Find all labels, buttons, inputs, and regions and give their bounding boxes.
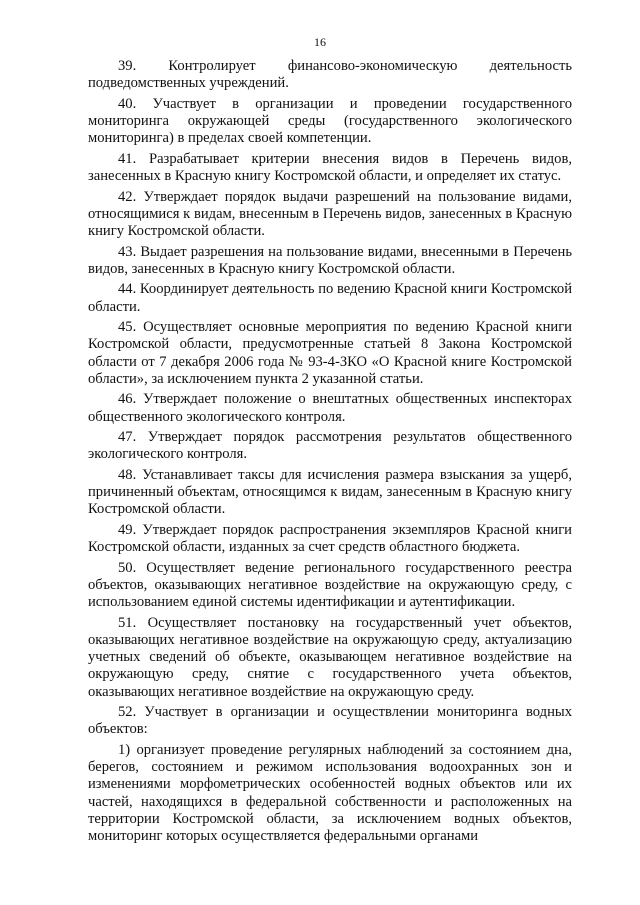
paragraph-item-48: 48. Устанавливает таксы для исчисления размера взыскания за ущерб, причиненный объектам, относящимся к видам, занесенным в Красную книгу Костромской области. — [88, 466, 572, 518]
page-number: 16 — [314, 35, 326, 49]
paragraph-item-45: 45. Осуществляет основные мероприятия по ведению Красной книги Костромской области, предусмотренные статьей 8 Закона Костромской области от 7 декабря 2006 года № 93-4-ЗКО «О Красной книге Костромской области», за исключением пункта 2 указанной статьи. — [88, 319, 572, 387]
paragraph-item-51: 51. Осуществляет постановку на государственный учет объектов, оказывающих негативное воздействие на окружающую среду, актуализацию учетных сведений об объекте, оказывающем негативное воздействие на окружающую среду, снятие с государственного учета объектов, оказывающих негативное воздействие на окружающую среду. — [88, 614, 572, 700]
paragraph-item-52: 52. Участвует в организации и осуществлении мониторинга водных объектов: — [88, 704, 572, 738]
document-text-body — [88, 58, 572, 849]
paragraph-item-44: 44. Координирует деятельность по ведению Красной книги Костромской области. — [88, 281, 573, 315]
paragraph-item-46: 46. Утверждает положение о внештатных общественных инспекторах общественного экологического контроля. — [88, 391, 572, 425]
paragraph-item-41: 41. Разрабатывает критерии внесения видов в Перечень видов, занесенных в Красную книгу Костромской области, и определяет их статус. — [88, 150, 572, 184]
paragraph-item-47: 47. Утверждает порядок рассмотрения результатов общественного экологического контроля. — [88, 429, 572, 463]
paragraph-item-49: 49. Утверждает порядок распространения экземпляров Красной книги Костромской области, изданных за счет средств областного бюджета. — [88, 521, 572, 556]
paragraph-item-42: 42. Утверждает порядок выдачи разрешений на пользование видами, относящимися к видам, внесенным в Перечень видов, занесенных в Красную книгу Костромской области. — [88, 188, 572, 239]
paragraph-item-40: 40. Участвует в организации и проведении государственного мониторинга окружающей среды (государственного экологического мониторинга) в пределах своей компетенции. — [88, 95, 572, 147]
paragraph-item-43: 43. Выдает разрешения на пользование видами, внесенными в Перечень видов, занесенных в Красную книгу Костромской области. — [88, 243, 572, 277]
paragraph-item-39: 39. Контролирует финансово-экономическую деятельность подведомственных учреждений. — [88, 58, 572, 92]
subparagraph-item-1: 1) организует проведение регулярных наблюдений за состоянием дна, берегов, состоянием и режимом использования водоохранных зон и изменениями морфометрических особенностей водных объектов или их частей, находящихся в федеральной собственности и расположенных на территории Костромской области, за исключением водных объектов, мониторинг которых осуществляется федеральными органами — [88, 741, 572, 844]
paragraph-item-50: 50. Осуществляет ведение регионального государственного реестра объектов, оказывающих негативное воздействие на окружающую среду, с использованием единой системы идентификации и аутентификации. — [88, 559, 572, 611]
